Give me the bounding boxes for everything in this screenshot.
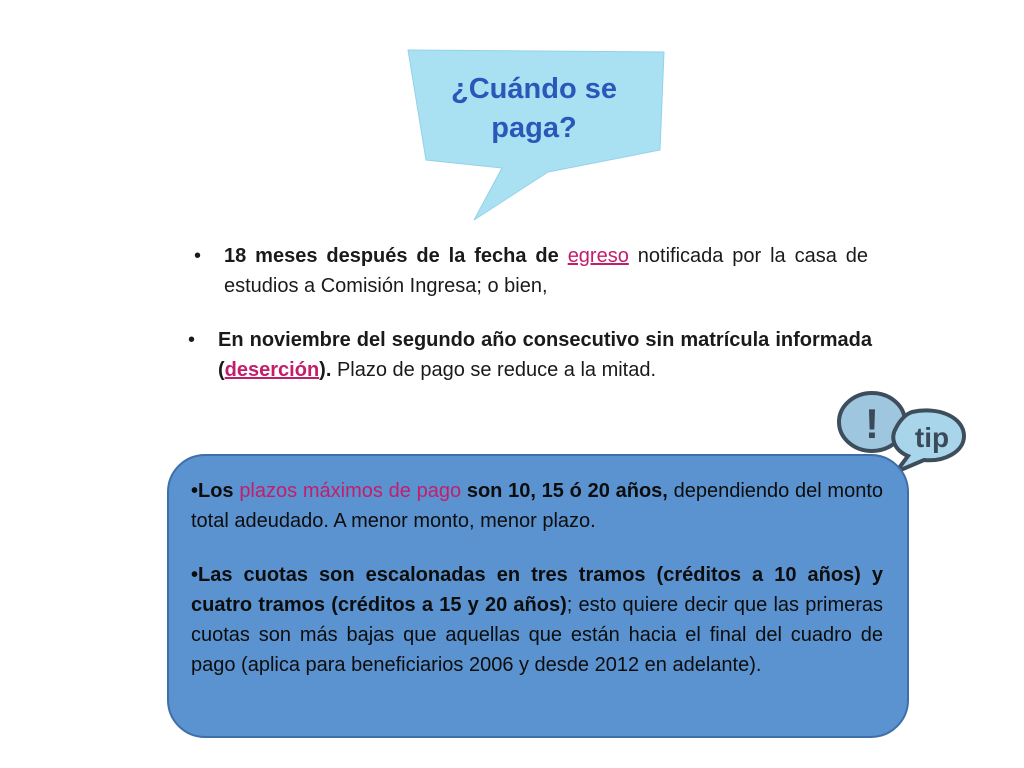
bullet-rest-text: notificada por la casa de estudios a Comisión Ingresa; o bien, <box>224 245 869 297</box>
info-paragraph-cuotas <box>191 560 883 680</box>
tip-bubble-icon <box>893 410 964 472</box>
plazos-highlight: plazos máximos de pago <box>239 480 462 502</box>
bullet-bold-close: ). <box>319 359 332 381</box>
tip-label: tip <box>914 422 950 453</box>
info-bold: son 10, 15 ó 20 años, <box>466 480 668 502</box>
bullet-rest-text: Plazo de pago se reduce a la mitad. <box>336 359 657 381</box>
bullet-symbol: • <box>194 245 202 267</box>
info-rest: ; esto quiere decir que las primeras cuotas son más bajas que aquellas que están hacia el final del cuadro de pago (aplica para beneficiarios 2006 y desde 2012 en adelante). <box>191 594 884 676</box>
exclamation-glyph: ! <box>865 400 879 447</box>
info-panel <box>167 454 909 738</box>
info-paragraph-plazos <box>191 476 883 536</box>
desercion-link[interactable]: deserción <box>224 359 320 381</box>
info-bold: •Las cuotas son escalonadas en tres tramos (créditos a 10 años) y cuatro tramos (créditos a 15 y 20 años) <box>191 564 883 616</box>
info-prefix: •Los <box>191 480 234 502</box>
page-title-line-1: ¿Cuándo se <box>451 73 617 105</box>
bullet-symbol: • <box>188 329 196 351</box>
page-title <box>418 70 650 148</box>
info-rest: dependiendo del monto total adeudado. A menor monto, menor plazo. <box>191 480 884 532</box>
egreso-link[interactable]: egreso <box>567 245 629 267</box>
bullet-bold-text: En noviembre del segundo año consecutivo sin matrícula informada ( <box>218 329 872 381</box>
bullet-item-desercion <box>188 325 872 385</box>
bullet-bold-text: 18 meses después de la fecha de <box>224 245 559 267</box>
bullet-item-egreso <box>194 241 869 301</box>
page-title-line-2: paga? <box>491 112 577 144</box>
